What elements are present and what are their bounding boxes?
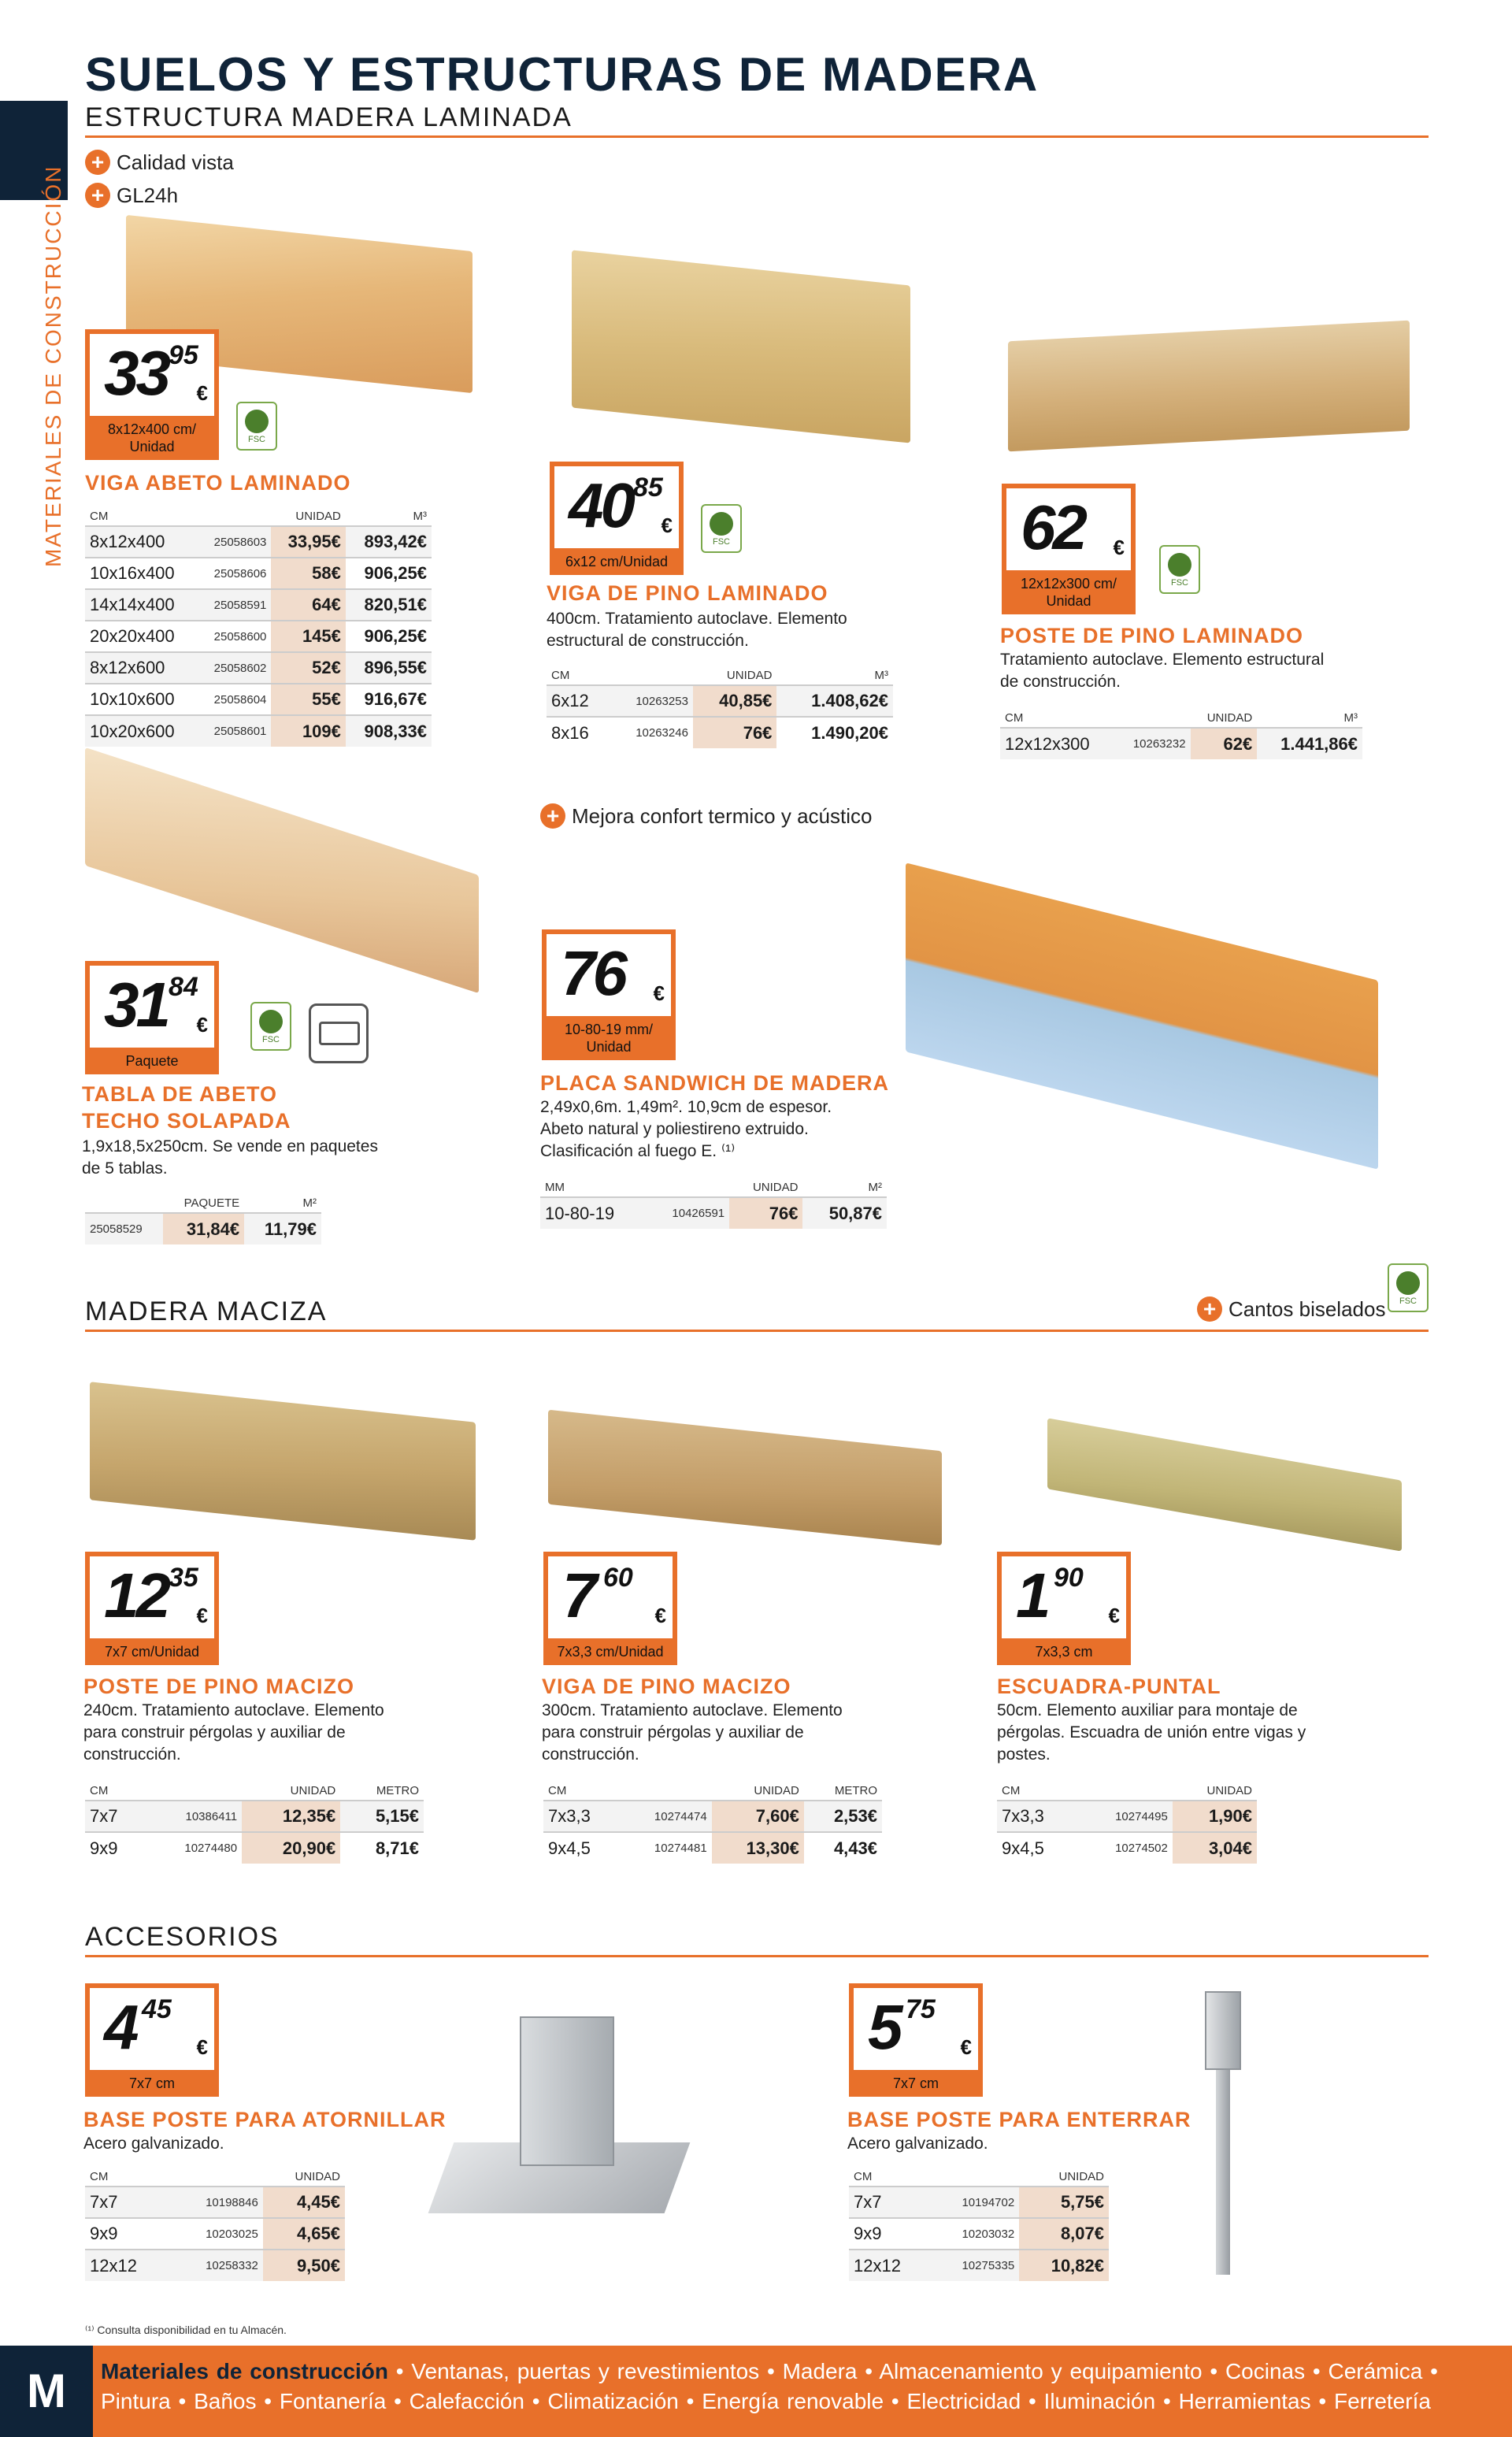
product-image-tabla-abeto	[85, 747, 479, 993]
plus-icon: +	[540, 803, 565, 829]
product-table-base-enterrar: CM UNIDAD 7x7 10194702 5,75€ 9x9 10203032 8,07€ 12x12 10275335 10,82€	[849, 2168, 1109, 2281]
product-name: POSTE DE PINO MACIZO	[83, 1675, 355, 1698]
footnote: ⁽¹⁾ Consulta disponibilidad en tu Almacén.	[85, 2324, 287, 2336]
section-divider	[85, 1330, 1429, 1332]
footer-category-link[interactable]: Baños	[194, 2389, 257, 2413]
product-image-base-enterrar	[1197, 1991, 1260, 2290]
product-description: 240cm. Tratamiento autoclave. Elemento para construir pérgolas y auxiliar de construcción.	[83, 1701, 384, 1764]
product-table-placa-sandwich: MM UNIDAD M² 10-80-19 10426591 76€ 50,87€	[540, 1178, 887, 1229]
product-table-tabla-abeto: PAQUETE M² 25058529 31,84€ 11,79€	[85, 1194, 321, 1244]
product-description: 50cm. Elemento auxiliar para montaje de pérgolas. Escuadra de unión entre vigas y postes.	[997, 1701, 1306, 1764]
product-name: VIGA ABETO LAMINADO	[85, 471, 351, 495]
product-name: TABLA DE ABETO TECHO SOLAPADA	[82, 1082, 291, 1133]
product-description: 2,49x0,6m. 1,49m². 10,9cm de espesor. Abeto natural y poliestireno extruido. Clasificación al fuego E. ⁽¹⁾	[540, 1098, 832, 1160]
product-table-poste-macizo: CM UNIDAD METRO 7x7 10386411 12,35€ 5,15€ 9x9 10274480 20,90€ 8,71€	[85, 1782, 424, 1864]
footer-category-link[interactable]: Cocinas	[1225, 2359, 1306, 2383]
product-description: Acero galvanizado.	[847, 2135, 988, 2153]
footer-category-link[interactable]: Energía renovable	[702, 2389, 884, 2413]
product-description: 1,9x18,5x250cm. Se vende en paquetes de 5 tablas.	[82, 1137, 378, 1178]
product-image-escuadra	[1047, 1418, 1402, 1551]
product-name: POSTE DE PINO LAMINADO	[1000, 624, 1304, 647]
product-table-viga-pino: CM UNIDAD M³ 6x12 10263253 40,85€ 1.408,62€ 8x16 10263246 76€ 1.490,20€	[547, 666, 893, 748]
price-box: 76 € 10-80-19 mm/ Unidad	[542, 929, 676, 1060]
product-name: ESCUADRA-PUNTAL	[997, 1675, 1221, 1698]
footer-category-link[interactable]: Herramientas	[1178, 2389, 1311, 2413]
price-box: 62 € 12x12x300 cm/ Unidad	[1002, 484, 1136, 614]
product-image-poste-pino	[1008, 321, 1410, 452]
product-table-viga-macizo: CM UNIDAD METRO 7x3,3 10274474 7,60€ 2,53€ 9x4,5 10274481 13,30€ 4,43€	[543, 1782, 882, 1864]
fsc-logo: FSC	[250, 1002, 291, 1051]
footer-category-link[interactable]: Almacenamiento y equipamiento	[879, 2359, 1203, 2383]
price-box: 31 84 € Paquete	[85, 961, 219, 1074]
feature-item: + Mejora confort termico y acústico	[540, 803, 872, 829]
product-description: Acero galvanizado.	[83, 2135, 224, 2153]
product-description: 400cm. Tratamiento autoclave. Elemento estructural de construcción.	[547, 610, 847, 650]
footer-category-link[interactable]: Fontanería	[279, 2389, 387, 2413]
price-box: 12 35 € 7x7 cm/Unidad	[85, 1552, 219, 1665]
section-title-laminada: ESTRUCTURA MADERA LAMINADA	[85, 102, 573, 132]
footer-category-link[interactable]: Climatización	[547, 2389, 679, 2413]
feature-item: + GL24h	[85, 183, 178, 208]
footer-category-link[interactable]: Calefacción	[409, 2389, 524, 2413]
product-name: BASE POSTE PARA ENTERRAR	[847, 2108, 1191, 2131]
plus-icon: +	[85, 183, 110, 208]
product-image-viga-pino	[572, 250, 910, 443]
category-footer	[0, 2346, 1512, 2437]
product-table-base-atornillar: CM UNIDAD 7x7 10198846 4,45€ 9x9 10203025 4,65€ 12x12 10258332 9,50€	[85, 2168, 345, 2281]
section-title-maciza: MADERA MACIZA	[85, 1296, 328, 1326]
overlap-profile-icon	[309, 1003, 369, 1063]
product-description: Tratamiento autoclave. Elemento estructural de construcción.	[1000, 651, 1325, 691]
feature-item: + Cantos biselados	[1197, 1296, 1385, 1322]
product-image-base-atornillar	[441, 2001, 693, 2237]
product-table-poste-pino: CM UNIDAD M³ 12x12x300 10263232 62€ 1.441,86€	[1000, 709, 1362, 759]
footer-category-link[interactable]: Iluminación	[1043, 2389, 1156, 2413]
footer-category-link[interactable]: Madera	[782, 2359, 858, 2383]
section-title-accesorios: ACCESORIOS	[85, 1922, 280, 1952]
brand-logo: M	[0, 2346, 93, 2437]
footer-category-link[interactable]: Cerámica	[1328, 2359, 1423, 2383]
price-box: 4 45 € 7x7 cm	[85, 1983, 219, 2097]
price-box: 5 75 € 7x7 cm	[849, 1983, 983, 2097]
fsc-logo: FSC	[236, 402, 277, 451]
product-image-placa-sandwich	[906, 862, 1378, 1170]
product-image-viga-macizo	[548, 1410, 942, 1546]
footer-category-link[interactable]: Pintura	[101, 2389, 171, 2413]
feature-item: + Calidad vista	[85, 150, 234, 175]
product-name: VIGA DE PINO LAMINADO	[547, 581, 828, 605]
category-nav: Materiales de construcción • Ventanas, puertas y revestimientos • Madera • Almacenamiento y equipamiento • Cocinas • Cerámica • Pintura • Baños • Fontanería • Calefacción • Climatización • Energía renovable • Electricidad • Iluminación • Herramientas • Ferretería	[101, 2359, 1438, 2413]
section-divider	[85, 1955, 1429, 1957]
plus-icon: +	[85, 150, 110, 175]
product-table-escuadra: CM UNIDAD 7x3,3 10274495 1,90€ 9x4,5 10274502 3,04€	[997, 1782, 1257, 1864]
fsc-logo: FSC	[1159, 545, 1200, 594]
price-box: 1 90 € 7x3,3 cm	[997, 1552, 1131, 1665]
product-table-viga-abeto: CM UNIDAD M³ 8x12x400 25058603 33,95€ 893,42€ 10x16x400 25058606 58€ 906,25€ 14x14x400 25058591 64€ 820,51€ 20x20x400 25058600 145€ 906,25€ 8x12x600 25058602 52€ 896,55€ 10x10x600 25058604 55€ 916,67€ 10x20x600 25058601 109€ 908,33€	[85, 507, 432, 747]
product-description: 300cm. Tratamiento autoclave. Elemento para construir pérgolas y auxiliar de construcción.	[542, 1701, 843, 1764]
product-name: VIGA DE PINO MACIZO	[542, 1675, 791, 1698]
fsc-logo: FSC	[1388, 1263, 1429, 1312]
product-image-poste-macizo	[90, 1382, 476, 1541]
footer-category-link[interactable]: Ventanas, puertas y revestimientos	[411, 2359, 760, 2383]
product-name: BASE POSTE PARA ATORNILLAR	[83, 2108, 447, 2131]
section-divider	[85, 135, 1429, 138]
product-name: PLACA SANDWICH DE MADERA	[540, 1071, 889, 1095]
side-category-label: MATERIALES DE CONSTRUCCIÓN	[41, 165, 65, 567]
price-box: 40 85 € 6x12 cm/Unidad	[550, 462, 684, 575]
price-box: 7 60 € 7x3,3 cm/Unidad	[543, 1552, 677, 1665]
footer-category-link[interactable]: Electricidad	[906, 2389, 1021, 2413]
plus-icon: +	[1197, 1296, 1222, 1322]
fsc-logo: FSC	[701, 504, 742, 553]
price-box: 33 95 € 8x12x400 cm/ Unidad	[85, 329, 219, 460]
footer-category-link[interactable]: Ferretería	[1334, 2389, 1431, 2413]
footer-category-current[interactable]: Materiales de construcción	[101, 2359, 389, 2383]
page-title: SUELOS Y ESTRUCTURAS DE MADERA	[85, 48, 1040, 101]
